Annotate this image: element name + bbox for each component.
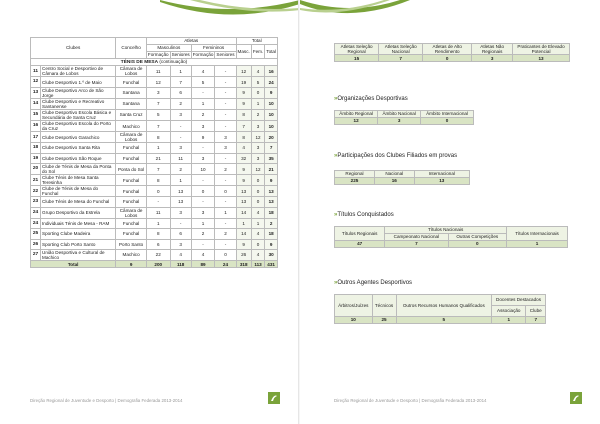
table-row — [31, 66, 278, 77]
cell-t: 16 — [265, 66, 278, 77]
cell-ff: - — [191, 175, 215, 186]
cell-ff: 2 — [191, 109, 215, 120]
cell-concelho: Porto Santo — [116, 239, 147, 249]
col-fem: Fem. — [251, 45, 264, 59]
cell-t: 2 — [265, 218, 278, 228]
club-name: Clube Desportivo Garachico — [41, 132, 116, 143]
row-number: 14 — [31, 98, 41, 109]
cell-mf: 8 — [146, 229, 170, 239]
cell-ff: 3 — [191, 207, 215, 218]
cell-m: 32 — [236, 153, 251, 163]
table-row — [31, 249, 278, 260]
cell-t: 21 — [265, 164, 278, 175]
cell-fs: - — [215, 77, 236, 87]
club-name: Clube Ténis de Mesa do Funchal — [41, 197, 116, 207]
cell-ms: 7 — [170, 77, 191, 87]
cell-f: 1 — [251, 98, 264, 109]
footer-text-right: Direção Regional de Juventude e Desporto | Demografia Federada 2013-2014 — [334, 398, 487, 403]
cell-mf: 7 — [146, 121, 170, 132]
club-name: Clube Desportivo 1.º de Maio — [41, 77, 116, 87]
cell-m: 14 — [236, 229, 251, 239]
cell-ff: 4 — [191, 249, 215, 260]
cell-fs: 0 — [215, 186, 236, 197]
cell-ff: 9 — [191, 132, 215, 143]
titulos-table: Títulos Regionais Títulos Nacionais Títulos Internacionais Campeonato Nacional Outras Competições 47 7 0 1 — [334, 226, 568, 248]
cell-f: 12 — [251, 164, 264, 175]
cell-mf: 8 — [146, 175, 170, 186]
cell-ms: 3 — [170, 207, 191, 218]
cell-mf: 5 — [146, 109, 170, 120]
col-masculinos: Masculinos — [146, 45, 191, 52]
club-name: Clube Desportivo São Roque — [41, 153, 116, 163]
cell-ff: 3 — [191, 121, 215, 132]
cell-t: 13 — [265, 186, 278, 197]
cell-fs: 3 — [215, 132, 236, 143]
cell-ms: 2 — [170, 164, 191, 175]
cell-f: 0 — [251, 175, 264, 186]
participacoes-table: Regional Nacional Internacional 225 16 13 — [334, 170, 470, 185]
leaf-swoosh-decoration — [300, 0, 410, 22]
row-number: 24 — [31, 207, 41, 218]
cell-f: 0 — [251, 186, 264, 197]
cell-m: 9 — [236, 87, 251, 98]
cell-concelho: Câmara de Lobos — [116, 132, 147, 143]
row-number: 19 — [31, 153, 41, 163]
cell-f: 3 — [251, 121, 264, 132]
cell-ms: 13 — [170, 186, 191, 197]
table-row — [31, 207, 278, 218]
cell-fs: - — [215, 197, 236, 207]
cell-fs: - — [215, 109, 236, 120]
cell-t: 35 — [265, 153, 278, 163]
cell-concelho: Câmara de Lobos — [116, 207, 147, 218]
table-row — [31, 121, 278, 132]
cell-t: 13 — [265, 197, 278, 207]
cell-m: 8 — [236, 132, 251, 143]
cell-t: 10 — [265, 109, 278, 120]
cell-m: 7 — [236, 121, 251, 132]
col-total: Total — [236, 38, 277, 45]
cell-t: 9 — [265, 239, 278, 249]
cell-ff: 10 — [191, 164, 215, 175]
cell-ms: - — [170, 132, 191, 143]
row-number: 13 — [31, 87, 41, 98]
cell-f: 3 — [251, 143, 264, 153]
cell-t: 10 — [265, 121, 278, 132]
cell-t: 9 — [265, 175, 278, 186]
cell-ms: 3 — [170, 239, 191, 249]
cell-ff: 0 — [191, 186, 215, 197]
cell-ff: 1 — [191, 98, 215, 109]
cell-m: 8 — [236, 109, 251, 120]
table-row — [31, 229, 278, 239]
club-name: Clube de Ténis de Mesa da Ponta do Sol — [41, 164, 116, 175]
cell-f: 4 — [251, 249, 264, 260]
cell-fs: - — [215, 218, 236, 228]
cell-ms: - — [170, 121, 191, 132]
cell-m: 13 — [236, 197, 251, 207]
cell-mf: 12 — [146, 77, 170, 87]
cell-mf: 7 — [146, 98, 170, 109]
row-number: 15 — [31, 109, 41, 120]
cell-t: 9 — [265, 87, 278, 98]
row-number: 22 — [31, 186, 41, 197]
section-organizacoes: »Organizações Desportivas — [334, 96, 408, 102]
cell-concelho: Funchal — [116, 197, 147, 207]
cell-ff: 4 — [191, 66, 215, 77]
agentes-table: Árbitros/Juízes Técnicos Outros Recursos Humanos Qualificados Docentes Destacados Associação Clube 10 25 5 1 7 — [334, 294, 546, 324]
cell-ms: - — [170, 218, 191, 228]
cell-concelho: Funchal — [116, 186, 147, 197]
cell-f: 0 — [251, 87, 264, 98]
table-row — [31, 109, 278, 120]
table-row — [31, 239, 278, 249]
cell-concelho: Funchal — [116, 229, 147, 239]
row-number: 11 — [31, 66, 41, 77]
cell-f: 0 — [251, 239, 264, 249]
cell-concelho: Machico — [116, 121, 147, 132]
cell-mf: 1 — [146, 218, 170, 228]
cell-ff: 1 — [191, 218, 215, 228]
cell-m: 9 — [236, 164, 251, 175]
cell-concelho: Santa Cruz — [116, 109, 147, 120]
selection-table: Atletas Seleção Regional Atletas Seleção Nacional Atletas de Alto Rendimento Atletas Não Regionais Praticantes de Elevado Potencial 15 7 0 3 13 — [334, 43, 570, 62]
cell-m: 13 — [236, 186, 251, 197]
col-femininos: Femininos — [191, 45, 236, 52]
row-number: 17 — [31, 132, 41, 143]
cell-ff: - — [191, 87, 215, 98]
cell-mf: 21 — [146, 153, 170, 163]
table-row — [31, 77, 278, 87]
cell-m: 9 — [236, 239, 251, 249]
cell-fs: - — [215, 98, 236, 109]
row-number: 24 — [31, 218, 41, 228]
col-seniores-f: Seniores — [216, 52, 235, 58]
cell-ms: 2 — [170, 98, 191, 109]
cell-mf: 11 — [146, 66, 170, 77]
club-name: Clube Desportivo Escola Básica e Secundária de Santa Cruz — [41, 109, 116, 120]
cell-ms: 3 — [170, 143, 191, 153]
row-number: 20 — [31, 164, 41, 175]
footer-text: Direção Regional de Juventude e Desporto | Demografia Federada 2013-2014 — [30, 398, 183, 403]
cell-m: 12 — [236, 66, 251, 77]
cell-ms: 3 — [170, 109, 191, 120]
row-number: 25 — [31, 229, 41, 239]
cell-fs: 3 — [215, 143, 236, 153]
col-concelho: Concelho — [116, 38, 147, 59]
col-clubes: Clubes — [31, 38, 116, 59]
col-seniores-m: Seniores — [171, 52, 190, 58]
cell-mf: 7 — [146, 164, 170, 175]
cell-fs: - — [215, 175, 236, 186]
cell-concelho: Câmara de Lobos — [116, 66, 147, 77]
table-row — [31, 164, 278, 175]
cell-fs: - — [215, 66, 236, 77]
club-name: Clube Desportivo Arco de São Jorge — [41, 87, 116, 98]
cell-f: 3 — [251, 153, 264, 163]
cell-fs: 0 — [215, 249, 236, 260]
row-number: 26 — [31, 239, 41, 249]
cell-concelho: Funchal — [116, 153, 147, 163]
cell-m: 14 — [236, 207, 251, 218]
table-row — [31, 153, 278, 163]
cell-f: 4 — [251, 66, 264, 77]
row-number: 16 — [31, 121, 41, 132]
drjd-logo-icon — [570, 392, 582, 404]
row-number: 23 — [31, 197, 41, 207]
section-participacoes: »Participações dos Clubes Filiados em provas — [334, 153, 458, 159]
cell-concelho: Machico — [116, 249, 147, 260]
col-atletas: Atletas — [146, 38, 236, 45]
club-name: Grupo Desportivo da Estrela — [41, 207, 116, 218]
section-outros-agentes: »Outros Agentes Desportivos — [334, 280, 413, 286]
cell-f: 12 — [251, 132, 264, 143]
cell-ms: 13 — [170, 197, 191, 207]
cell-mf: 3 — [146, 87, 170, 98]
table-row — [31, 98, 278, 109]
leaf-swoosh-decoration — [160, 0, 300, 22]
club-name: Sporting Clube Madeira — [41, 229, 116, 239]
table-row — [31, 197, 278, 207]
club-name: Clube Desportivo e Recreativo Santanense — [41, 98, 116, 109]
cell-t: 20 — [265, 132, 278, 143]
cell-concelho: Funchal — [116, 77, 147, 87]
row-number: 18 — [31, 143, 41, 153]
table-row — [31, 175, 278, 186]
cell-ms: 4 — [170, 249, 191, 260]
cell-fs: - — [215, 153, 236, 163]
cell-mf: 22 — [146, 249, 170, 260]
total-row: Total 9 200 118 89 24 318 113 431 — [31, 261, 278, 268]
cell-concelho: Funchal — [116, 143, 147, 153]
cell-t: 7 — [265, 143, 278, 153]
cell-t: 10 — [265, 98, 278, 109]
cell-mf: 1 — [146, 143, 170, 153]
organizacoes-table: Âmbito Regional Âmbito Nacional Âmbito Internacional 12 3 0 — [334, 110, 474, 125]
col-masc: Masc. — [236, 45, 251, 59]
cell-f: 2 — [251, 109, 264, 120]
cell-m: 19 — [236, 77, 251, 87]
cell-mf: 11 — [146, 207, 170, 218]
cell-m: 1 — [236, 218, 251, 228]
table-row — [31, 218, 278, 228]
club-name: Clube Desportivo Escola do Porto da Cruz — [41, 121, 116, 132]
cell-f: 4 — [251, 229, 264, 239]
cell-ff: 3 — [191, 153, 215, 163]
cell-m: 9 — [236, 175, 251, 186]
cell-mf: 8 — [146, 132, 170, 143]
cell-t: 24 — [265, 77, 278, 87]
cell-fs: - — [215, 239, 236, 249]
cell-ms: 6 — [170, 229, 191, 239]
cell-f: 0 — [251, 197, 264, 207]
cell-fs: 1 — [215, 207, 236, 218]
cell-mf: 0 — [146, 186, 170, 197]
club-name: Centro Social e Desportivo de Câmara de Lobos — [41, 66, 116, 77]
cell-ms: 6 — [170, 87, 191, 98]
cell-f: 1 — [251, 218, 264, 228]
club-name: União Desportiva e Cultural de Machico — [41, 249, 116, 260]
cell-ff: - — [191, 143, 215, 153]
club-name: Clube Ténis de Mesa Santa Teresinha — [41, 175, 116, 186]
club-name: Clube Desportivo Santa Rita — [41, 143, 116, 153]
cell-f: 4 — [251, 207, 264, 218]
club-name: Sporting Club Porto Santo — [41, 239, 116, 249]
cell-m: 26 — [236, 249, 251, 260]
club-name: Individuais Ténis de Mesa - RAM — [41, 218, 116, 228]
club-name: Clube de Ténis de Mesa do Funchal — [41, 186, 116, 197]
drjd-logo-icon — [268, 392, 280, 404]
cell-ms: 1 — [170, 175, 191, 186]
cell-concelho: Santana — [116, 98, 147, 109]
table-row — [31, 186, 278, 197]
clubs-table — [30, 37, 278, 268]
cell-ms: 11 — [170, 153, 191, 163]
cell-fs: - — [215, 121, 236, 132]
row-number: 27 — [31, 249, 41, 260]
cell-fs: 2 — [215, 229, 236, 239]
row-number: 12 — [31, 77, 41, 87]
cell-concelho: Ponta do Sol — [116, 164, 147, 175]
cell-ff: 5 — [191, 77, 215, 87]
col-formacao-m: Formação — [147, 52, 169, 58]
row-number: 21 — [31, 175, 41, 186]
cell-t: 18 — [265, 229, 278, 239]
table-subtitle: TÉNIS DE MESA (continuação) — [31, 59, 278, 66]
cell-mf: 6 — [146, 239, 170, 249]
cell-m: 4 — [236, 143, 251, 153]
cell-m: 9 — [236, 98, 251, 109]
section-titulos: »Títulos Conquistados — [334, 212, 394, 218]
cell-ff: - — [191, 239, 215, 249]
cell-ff: 2 — [191, 229, 215, 239]
cell-t: 18 — [265, 207, 278, 218]
table-row — [31, 87, 278, 98]
table-row — [31, 143, 278, 153]
cell-concelho: Funchal — [116, 218, 147, 228]
cell-ff: - — [191, 197, 215, 207]
cell-t: 30 — [265, 249, 278, 260]
col-total2: Total — [265, 45, 278, 59]
table-row — [31, 132, 278, 143]
cell-ms: 1 — [170, 66, 191, 77]
cell-concelho: Santana — [116, 87, 147, 98]
cell-fs: 2 — [215, 164, 236, 175]
cell-mf: - — [146, 197, 170, 207]
col-formacao-f: Formação — [192, 52, 214, 58]
cell-concelho: Funchal — [116, 175, 147, 186]
cell-f: 5 — [251, 77, 264, 87]
cell-fs: - — [215, 87, 236, 98]
